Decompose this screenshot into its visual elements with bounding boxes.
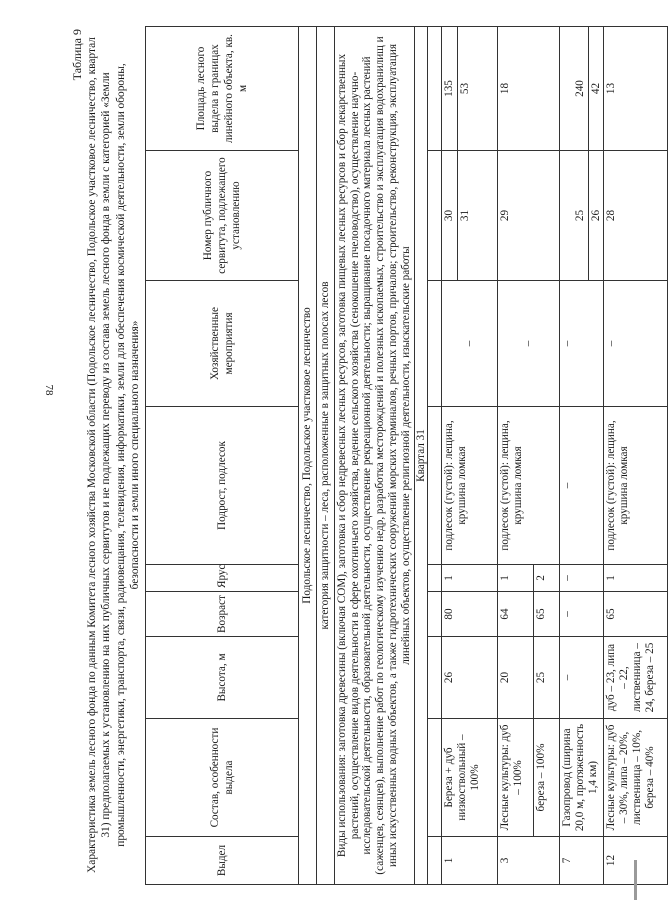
cell-yarus: 2 [534,565,560,592]
cell-sostav: Газопровод (ширина 20,0 м, протяженность 1,4 км) [560,719,604,837]
section-category: категория защитности – леса, расположенные в защитных полосах лесов [316,27,334,885]
blank-row [428,27,442,885]
header-row [146,27,299,885]
cell-yarus: 1 [498,565,534,592]
header-sostav: Состав, особенности выдела [146,719,299,837]
servitut-value: 25 [573,151,589,280]
cell-yarus: 1 [442,565,498,592]
rotated-page [70,25,656,885]
cell-age: 80 [442,592,498,637]
cell-age: 65 [604,592,668,637]
servitut-value: 31 [459,209,472,222]
cell-area: 13 [604,27,668,151]
cell-vydel: 7 [560,837,604,885]
section-row [299,27,317,885]
cell-yarus: 1 [604,565,668,592]
cell-area [442,27,498,151]
quarter-row [414,27,428,885]
cell-age: 64 [498,592,534,637]
cell-sostav: Лесные культуры: дуб – 100% [498,719,534,837]
header-meropriyatiya: Хозяйственные мероприятия [146,281,299,407]
cell-meropriyatiya: – [560,281,604,407]
area-value: 42 [589,82,602,95]
header-age: Возраст [146,592,299,637]
cell-sostav: береза – 100% [534,719,560,837]
cell-sostav: Лесные культуры: дуб – 30%, липа – 20%, лиственница – 10%, береза – 40% [604,719,668,837]
cell-height: 26 [442,637,498,719]
cell-area [560,27,604,151]
table-row [604,27,668,885]
cell-height: 20 [498,637,534,719]
header-height: Высота, м [146,637,299,719]
cell-vydel: 1 [442,837,498,885]
cell-vydel: 3 [498,837,560,885]
servitut-value: 26 [589,209,602,222]
header-vydel: Выдел [146,837,299,885]
area-value: 53 [459,82,472,95]
cell-podrost: – [560,407,604,565]
area-value: 240 [573,27,589,150]
scan-edge-mark [634,860,637,900]
cell-servitut [442,151,498,281]
cell-servitut: 29 [498,151,560,281]
cell-servitut [560,151,604,281]
cell-age: – [560,592,604,637]
section-row [316,27,334,885]
page-number: 78 [43,384,55,396]
quarter-label: Квартал 31 [414,27,428,885]
cell-yarus: – [560,565,604,592]
cell-height: – [560,637,604,719]
cell-age: 65 [534,592,560,637]
cell-area: 18 [498,27,560,151]
header-area: Площадь лесного выдела в границах линейного объекта, кв. м [146,27,299,151]
header-podrost: Подрост, подлесок [146,407,299,565]
cell-meropriyatiya: – [442,281,498,407]
cell-servitut: 28 [604,151,668,281]
table-caption: Характеристика земель лесного фонда по данным Комитета лесного хозяйства Московской области (Подольское лесничество, Подольское участковое лесничество, квартал 31) предполагаемых к установлению на них публичных сервитутов и не подлежащих переводу из состава земель лесного фонда в земли с категорией «Земли промышленности, энергетики, транспорта, связи, радиовещания, телевидения, информатики, земли для обеспечения космической деятельности, земли обороны, безопасности и земли иного специального назначения» [86,37,141,873]
cell-height: дуб – 23, липа – 22, лиственница – 24, береза – 25 [604,637,668,719]
table-label: Таблица 9 [70,29,84,81]
table-row [442,27,498,885]
area-value: 135 [442,27,458,150]
servitut-value: 30 [442,151,458,280]
cell-podrost: подлесок (густой): лещина, крушина ломкая [442,407,498,565]
cell-vydel: 12 [604,837,668,885]
cell-podrost: подлесок (густой): лещина, крушина ломкая [604,407,668,565]
usage-row [334,27,414,885]
cell-sostav: Береза + дуб низкоствольный – 100% [442,719,498,837]
table-row [560,27,604,885]
cell-podrost: подлесок (густой): лещина, крушина ломкая [498,407,560,565]
header-servitut: Номер публичного сервитута, подлежащего установлению [146,151,299,281]
section-forestry: Подольское лесничество, Подольское участковое лесничество [299,27,317,885]
cell-height: 25 [534,637,560,719]
cell-meropriyatiya: – [498,281,560,407]
cell-meropriyatiya: – [604,281,668,407]
forest-land-table [145,26,668,885]
table-row [498,27,534,885]
usage-note: Виды использования: заготовка древесины (включая СОМ), заготовка и сбор недревесных лесных ресурсов, заготовка пищевых лесных ресурсов и сбор лекарственных растений, осуществление видов деятельности в сфере охотничьего хозяйства, ведение сельского хозяйства (сенокошение пчеловодство), осуществление научно-исследовательской деятельности, образовательной деятельности, осуществление рекреационной деятельности; выращивание посадочного материала лесных растений (саженцев, сеянцев), выполнение работ по геологическому изучению недр, разработка месторождений и полезных ископаемых, строительство и эксплуатация водохранилищ и иных искусственных водных объектов, а также гидротехнических сооружений морских терминалов, речных портов, причалов; строительство, реконструкция, эксплуатация линейных объектов, осуществление религиозной деятельности, изыскательские работы [334,27,414,885]
header-yarus: Ярус [146,565,299,592]
